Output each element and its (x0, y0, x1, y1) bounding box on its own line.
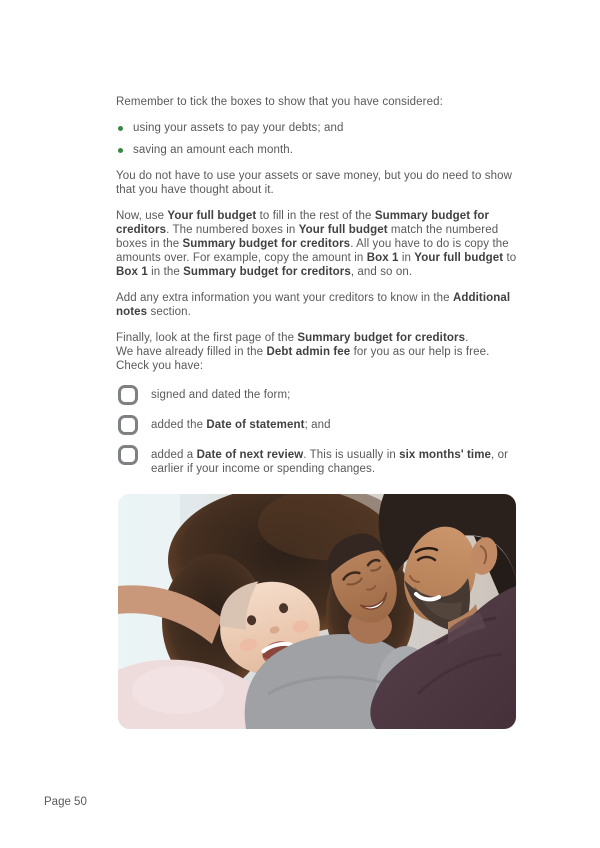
checklist (118, 385, 520, 476)
intro-paragraph: Remember to tick the boxes to show that you have considered: (116, 96, 443, 108)
finally-line: Check you have: (116, 360, 204, 372)
page-number: Page 50 (44, 796, 87, 808)
finally-line: We have already filled in the Debt admin fee for you as our help is free. (116, 346, 490, 358)
bullet-dot-icon (118, 148, 123, 153)
bullet-item (118, 143, 520, 157)
checklist-item-label: added a Date of next review. This is usually in six months' time, or earlier if your income or spending changes. (151, 449, 509, 475)
paragraph-full-budget: Now, use Your full budget to fill in the rest of the Summary budget for creditors. The numbered boxes in Your full budget match the numbered boxes in the Summary budget for creditors. All you have to do is copy the amounts over. For example, copy the amount in Box 1 in Your full budget to Box 1 in the Summary budget for creditors, and so on. (116, 210, 517, 278)
checkbox[interactable] (118, 385, 138, 405)
family-photo (118, 494, 516, 729)
checklist-item (118, 415, 520, 435)
checklist-item (118, 385, 520, 405)
bullet-dot-icon (118, 126, 123, 131)
paragraph-assets: You do not have to use your assets or save money, but you do need to show that you have thought about it. (116, 170, 512, 196)
checklist-item-label: signed and dated the form; (151, 389, 291, 401)
checkbox[interactable] (118, 415, 138, 435)
finally-line: Finally, look at the first page of the Summary budget for creditors. (116, 332, 469, 344)
paragraph-additional-notes: Add any extra information you want your creditors to know in the Additional notes section. (116, 292, 511, 318)
family-photo-illustration (118, 494, 516, 729)
checklist-item (118, 445, 520, 476)
bullet-list (116, 121, 520, 157)
paragraph-finally (116, 331, 520, 373)
bullet-text: using your assets to pay your debts; and (133, 122, 344, 134)
checkbox[interactable] (118, 445, 138, 465)
bullet-text: saving an amount each month. (133, 144, 294, 156)
checklist-item-label: added the Date of statement; and (151, 419, 331, 431)
bullet-item (118, 121, 520, 135)
